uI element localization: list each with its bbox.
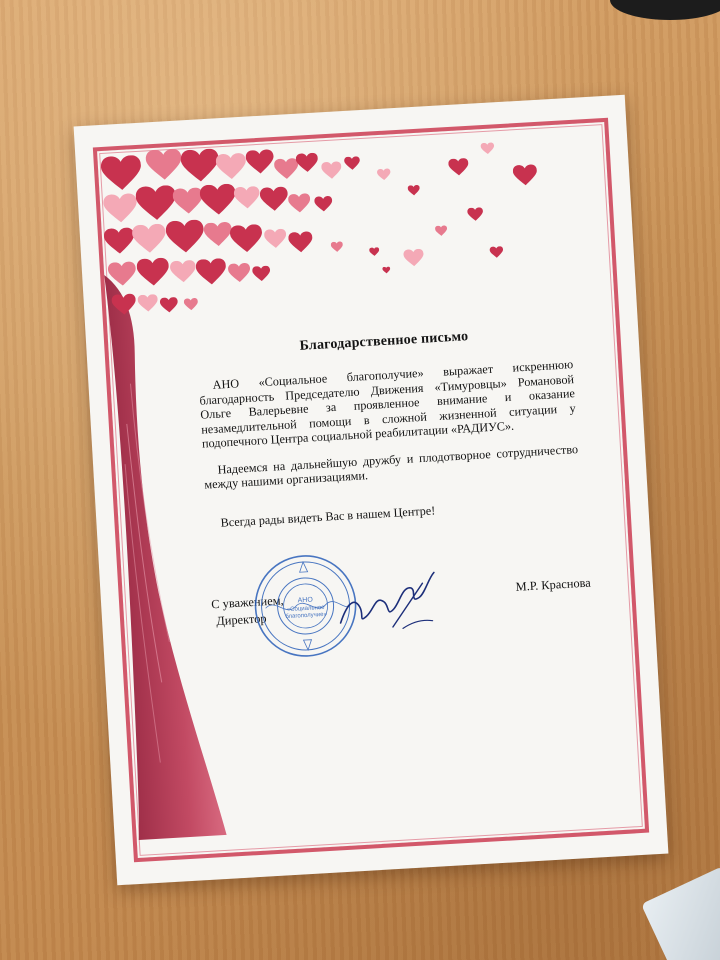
letter-sheet [74, 95, 669, 886]
position-title: Директор [215, 611, 267, 629]
paragraph-gratitude: АНО «Социальное благополучие» выражает искреннюю благодарность Председателю Движения «Тимуровцы» Романовой Ольге Валерьевне за проявленное внимание и оказание незамедлительной помощи в сложной жизненной ситуации у подопечного Центра социальной реабилитации «РАДИУС». [199, 357, 576, 451]
closing-line: С уважением, [210, 593, 284, 612]
svg-text:АНО: АНО [297, 596, 314, 605]
paragraph-welcome: Всегда рады видеть Вас в нашем Центре! [220, 502, 436, 530]
svg-text:благополучие»: благополучие» [285, 611, 328, 621]
letter-body [196, 323, 582, 542]
device-corner [641, 866, 720, 960]
paragraph-cooperation: Надеемся на дальнейшую дружбу и плодотворное сотрудничество между нашими организациями. [204, 441, 579, 492]
svg-text:«Социальное: «Социальное [286, 604, 325, 614]
signatory-name: М.Р. Краснова [515, 575, 592, 594]
handwritten-signature [329, 562, 443, 638]
dark-object [610, 0, 720, 20]
letter-title: Благодарственное письмо [299, 329, 469, 354]
